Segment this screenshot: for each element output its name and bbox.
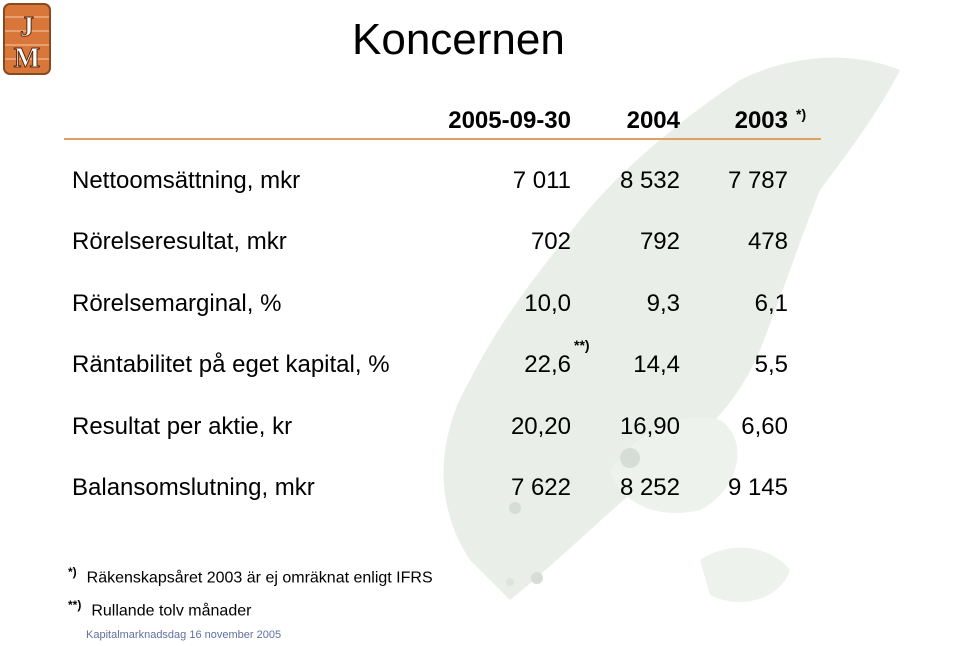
footer-text: Kapitalmarknadsdag 16 november 2005: [86, 629, 282, 641]
row-note-mark: **): [574, 337, 590, 353]
row-label: Resultat per aktie, kr: [72, 413, 293, 440]
row-value: 7 011: [512, 167, 571, 194]
row-value: 792: [639, 228, 680, 255]
svg-text:J: J: [20, 12, 34, 43]
row-value: 9,3: [646, 290, 680, 317]
row-label: Räntabilitet på eget kapital, %: [72, 351, 390, 378]
column-header-2004: 2004: [626, 107, 680, 134]
table-row: [0, 286, 960, 322]
row-value: 478: [747, 228, 788, 255]
table-row: [0, 337, 960, 383]
row-value: 6,1: [754, 290, 788, 317]
row-value: 10,0: [524, 290, 571, 317]
row-value: 8 532: [619, 167, 680, 194]
footnote-text: Räkenskapsåret 2003 är ej omräknat enligt IFRS: [86, 569, 433, 587]
table-row: [0, 409, 960, 445]
row-value: 6,60: [741, 413, 788, 440]
row-value: 22,6: [524, 351, 571, 378]
header-rule: [64, 138, 821, 140]
row-label: Balansomslutning, mkr: [72, 474, 315, 501]
table-row: [0, 470, 960, 506]
row-value: 5,5: [754, 351, 788, 378]
footnote-mark: **): [68, 598, 82, 612]
jm-logo: [3, 3, 51, 75]
row-value: 7 787: [727, 167, 788, 194]
footnote-mark: *): [68, 565, 77, 579]
row-value: 7 622: [510, 474, 571, 501]
row-value: 8 252: [619, 474, 680, 501]
row-value: 9 145: [727, 474, 788, 501]
footnote-text: Rullande tolv månader: [91, 602, 252, 620]
table-row: [0, 163, 960, 199]
column-header-2003-mark: *): [796, 106, 807, 122]
row-value: 702: [530, 228, 571, 255]
column-header-2003: 2003: [734, 107, 788, 134]
row-value: 16,90: [619, 413, 680, 440]
table-row: [0, 224, 960, 260]
row-label: Nettoomsättning, mkr: [72, 167, 301, 194]
footnote-ifrs: [68, 562, 433, 588]
svg-text:M: M: [13, 43, 41, 74]
column-header-2005: 2005-09-30: [448, 107, 571, 134]
page-title: Koncernen: [352, 15, 565, 64]
row-value: 14,4: [633, 351, 680, 378]
row-value: 20,20: [510, 413, 571, 440]
footnote-rolling: [68, 595, 251, 621]
row-label: Rörelseresultat, mkr: [72, 228, 287, 255]
row-label: Rörelsemarginal, %: [72, 290, 282, 317]
